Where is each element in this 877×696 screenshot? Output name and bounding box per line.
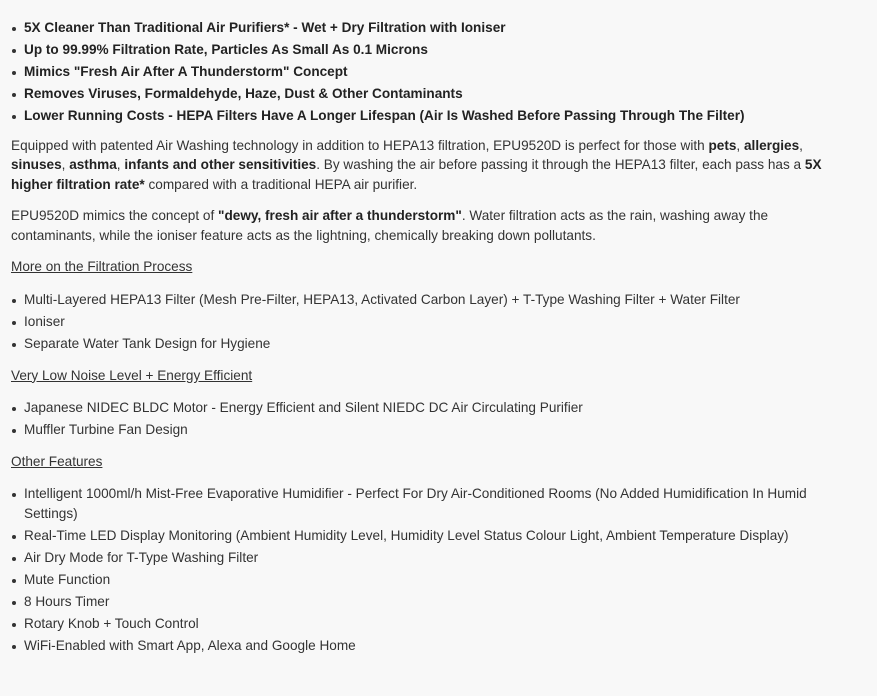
text-run: compared with a traditional HEPA air purifier.: [144, 176, 418, 192]
bold-text: "dewy, fresh air after a thunderstorm": [218, 208, 462, 224]
other-features-list: [11, 484, 851, 656]
list-item: Air Dry Mode for T-Type Washing Filter: [11, 548, 851, 568]
text-run: . Water filtration acts as the rain, washing away the contaminants, while the ioniser feature acts as the lightning, chemically breaking down pollutants.: [11, 208, 769, 243]
list-item: Up to 99.99% Filtration Rate, Particles As Small As 0.1 Microns: [11, 40, 851, 60]
thunderstorm-paragraph: [11, 206, 851, 245]
bold-text: asthma: [69, 157, 117, 173]
highlights-list: [11, 18, 851, 126]
list-item: Mimics "Fresh Air After A Thunderstorm" Concept: [11, 62, 851, 82]
text-run: . By washing the air before passing it through the HEPA13 filter, each pass has a: [316, 157, 805, 173]
noise-list: [11, 398, 851, 440]
section-heading-filtration: More on the Filtration Process: [11, 259, 193, 275]
section-heading-noise: Very Low Noise Level + Energy Efficient: [11, 367, 253, 383]
text-run: ,: [736, 137, 744, 153]
bold-text: sinuses: [11, 157, 62, 173]
list-item: Separate Water Tank Design for Hygiene: [11, 334, 851, 354]
list-item: WiFi-Enabled with Smart App, Alexa and Google Home: [11, 636, 851, 656]
list-item: Lower Running Costs - HEPA Filters Have A Longer Lifespan (Air Is Washed Before Passing Through The Filter): [11, 106, 851, 126]
list-item: Intelligent 1000ml/h Mist-Free Evaporative Humidifier - Perfect For Dry Air-Conditioned Rooms (No Added Humidification In Humid Settings): [11, 484, 851, 523]
filtration-list: [11, 290, 851, 354]
text-run: ,: [116, 157, 125, 173]
bold-text: pets: [708, 137, 737, 153]
section-heading-other-features: Other Features: [11, 453, 103, 469]
list-item: 5X Cleaner Than Traditional Air Purifiers* - Wet + Dry Filtration with Ioniser: [11, 18, 851, 38]
bold-text: infants and other sensitivities: [124, 157, 317, 173]
list-item: Mute Function: [11, 570, 851, 590]
intro-paragraph: [11, 136, 851, 195]
text-run: ,: [61, 157, 70, 173]
list-item: Real-Time LED Display Monitoring (Ambient Humidity Level, Humidity Level Status Colour Light, Ambient Temperature Display): [11, 526, 851, 546]
list-item: Japanese NIDEC BLDC Motor - Energy Efficient and Silent NIEDC DC Air Circulating Purifier: [11, 398, 851, 418]
list-item: Ioniser: [11, 312, 851, 332]
bold-text: 5X higher filtration rate*: [11, 157, 822, 192]
bold-text: allergies: [743, 137, 800, 153]
list-item: Multi-Layered HEPA13 Filter (Mesh Pre-Filter, HEPA13, Activated Carbon Layer) + T-Type Washing Filter + Water Filter: [11, 290, 851, 310]
list-item: Rotary Knob + Touch Control: [11, 614, 851, 634]
list-item: Muffler Turbine Fan Design: [11, 420, 851, 440]
text-run: EPU9520D mimics the concept of: [11, 208, 219, 224]
list-item: Removes Viruses, Formaldehyde, Haze, Dust & Other Contaminants: [11, 84, 851, 104]
text-run: ,: [799, 137, 803, 153]
text-run: Equipped with patented Air Washing technology in addition to HEPA13 filtration, EPU9520D is perfect for those with: [11, 137, 709, 153]
list-item: 8 Hours Timer: [11, 592, 851, 612]
